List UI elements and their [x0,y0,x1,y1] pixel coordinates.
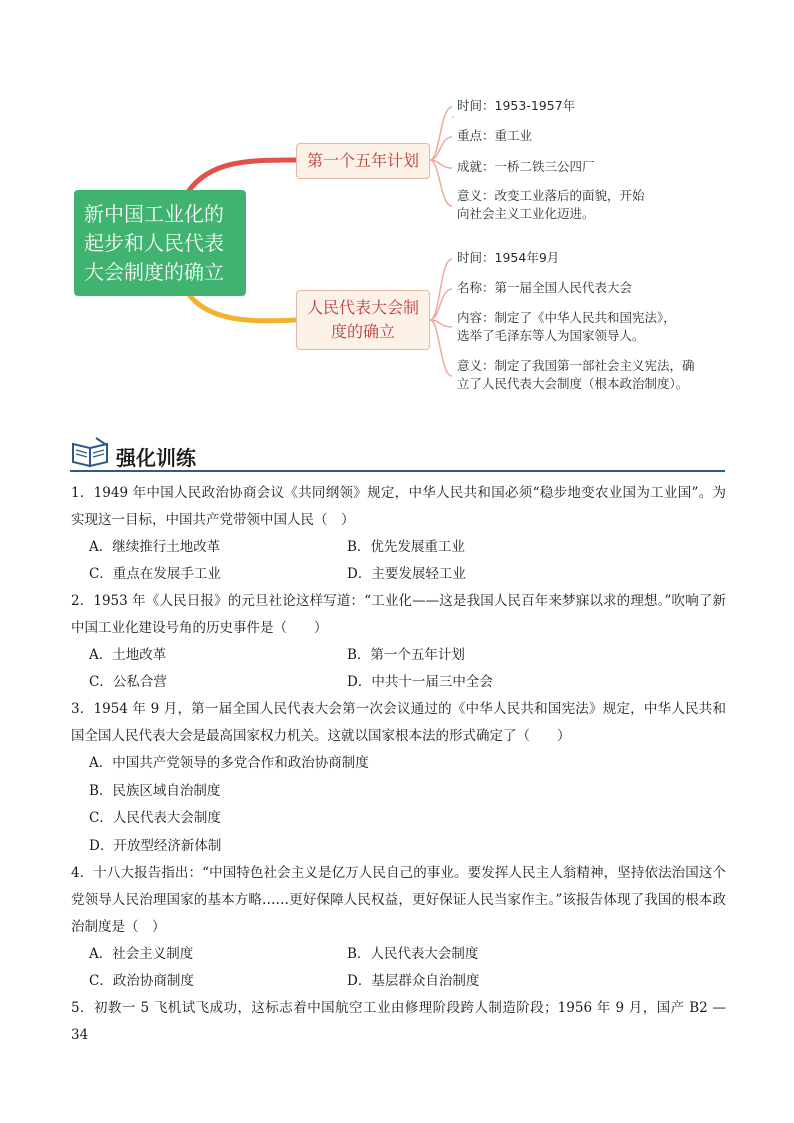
leaf-key: 重点： [457,128,495,143]
branch2-leaf-link [430,289,452,320]
section-title: 强化训练 [116,446,196,470]
section-rule [70,470,725,472]
option-row [71,941,726,968]
leaf-key: 意义： [457,358,495,373]
open-book-icon [70,436,112,470]
question-stem: 3．1954 年 9 月，第一届全国人民代表大会第一次会议通过的《中华人民共和国宪法》规定，中华人民共和国全国人民代表大会是最高国家权力机关。这就以国家根本法的形式确定了（ ） [71,701,726,744]
question [71,995,726,1049]
leaf-time [457,249,559,267]
leaf-content [457,309,676,345]
branch-title-line: 度的确立 [330,322,395,341]
leaf-value: 1954年9月 [494,250,560,265]
leaf-key: 时间： [457,250,495,265]
option-row [71,968,726,995]
root-line: 新中国工业化的 [84,202,224,226]
branch-peoples-congress [296,290,430,350]
question [71,696,726,860]
option: B．人民代表大会制度 [347,946,479,962]
mind-map-root [74,190,246,296]
option: B．民族区域自治制度 [89,782,221,799]
leaf-significance [457,357,695,393]
question [71,480,726,588]
leaf-value: 制定了我国第一部社会主义宪法，确 [494,358,695,373]
option: A．继续推行土地改革 [89,539,221,555]
branch-first-five-year-plan [296,143,430,179]
option: B．优先发展重工业 [347,539,465,555]
root-to-branch1-link [188,160,296,192]
leaf-value: 1953-1957年 [494,98,576,113]
leaf-achievement [457,158,595,176]
leaf-key: 成就： [457,159,495,174]
leaf-name [457,279,632,297]
branch-title: 第一个五年计划 [306,151,419,170]
question-stem: 5．初教一 5 飞机试飞成功，这标志着中国航空工业由修理阶段跨人制造阶段；1956 年 9 月，国产 B2 — 34 [71,1000,726,1043]
question [71,588,726,696]
leaf-time [457,97,575,115]
option-row [71,561,726,588]
branch1-leaf-link [430,107,452,160]
leaf-focus [457,127,532,145]
option: A．社会主义制度 [89,946,194,962]
branch2-leaf-link [430,320,452,376]
question-list [71,480,726,1049]
question-stem: 4．十八大报告指出：“中国特色社会主义是亿万人民自己的事业。要发挥人民主人翁精神，坚持依法治国这个党领导人民治理国家的基本方略……更好保障人民权益，更好保证人民当家作主。”该报告体现了我国的根本政治制度是（ ） [71,865,726,935]
option: B．第一个五年计划 [347,647,465,663]
question-stem: 1．1949 年中国人民政治协商会议《共同纲领》规定，中华人民共和国必须“稳步地变农业国为工业国”。为实现这一目标，中国共产党带领中国人民（ ） [71,485,726,528]
option: C．人民代表大会制度 [89,810,221,826]
mind-map [0,0,794,420]
leaf-value: 第一届全国人民代表大会 [494,280,633,295]
option: C．政治协商制度 [89,973,194,989]
option: A．土地改革 [89,647,167,663]
leaf-key: 时间： [457,98,495,113]
option-row [71,642,726,669]
branch-title-line: 人民代表大会制 [306,298,419,317]
question-stem: 2．1953 年《人民日报》的元旦社论这样写道：“工业化——这是我国人民百年来梦寐以求的理想。”吹响了新中国工业化建设号角的历史事件是（ ） [71,593,726,636]
root-to-branch2-link [190,296,296,321]
option: D．开放型经济新体制 [89,837,222,854]
section-header [70,434,725,474]
branch1-leaf-link [430,160,452,206]
leaf-key: 名称： [457,280,495,295]
question [71,860,726,995]
leaf-key: 意义： [457,188,495,203]
option: D．中共十一届三中全会 [347,674,493,690]
option-row [71,534,726,561]
leaf-value: 一桥二铁三公四厂 [494,159,595,174]
option: C．公私合营 [89,674,167,690]
root-line: 起步和人民代表 [84,231,224,255]
leaf-key: 内容： [457,310,495,325]
leaf-value: 制定了《中华人民共和国宪法》， [494,310,676,325]
option: A．中国共产党领导的多党合作和政治协商制度 [89,755,369,771]
leaf-value-cont: 立了人民代表大会制度（根本政治制度）。 [457,376,689,391]
root-line: 大会制度的确立 [84,260,224,284]
leaf-significance [457,187,645,223]
leaf-value-cont: 选举了毛泽东等人为国家领导人。 [457,328,645,343]
option: C．重点在发展手工业 [89,566,221,582]
option: D．基层群众自治制度 [347,973,480,989]
leaf-value-cont: 向社会主义工业化迈进。 [457,206,595,221]
option: D．主要发展轻工业 [347,566,466,582]
leaf-value: 改变工业落后的面貌，开始 [494,188,645,203]
leaf-value: 重工业 [494,128,533,143]
option-row [71,669,726,696]
